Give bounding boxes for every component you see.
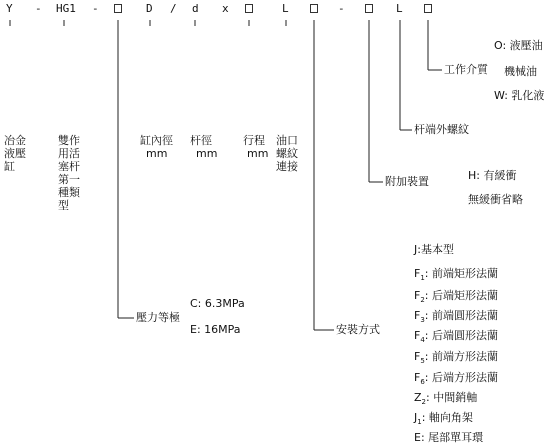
mounting-option-f1: $F_1$: 前端矩形法蘭: [414, 267, 498, 283]
mounting-option-f4: $F_4$: 后端圓形法蘭: [414, 329, 498, 345]
code-segment-l2: L: [396, 2, 403, 15]
label-rod-end-external-thread: 杆端外螺紋: [414, 123, 469, 136]
code-segment-rod: d: [192, 2, 199, 15]
code-separator-x: x: [222, 2, 229, 15]
label-stroke: 行程 mm: [243, 134, 269, 160]
code-separator: -: [92, 2, 99, 15]
mounting-option-f2: $F_2$: 后端矩形法蘭: [414, 289, 498, 305]
code-segment-y: Y: [6, 2, 13, 15]
label-rod-diameter: 杆徑 mm: [190, 134, 218, 160]
label-auxiliary-device: 附加裝置: [385, 175, 429, 188]
pressure-option-e: E: 16MPa: [190, 323, 241, 336]
mounting-option-j: J:基本型: [414, 243, 454, 256]
mounting-option-z: $Z_2$: 中間銷軸: [414, 391, 478, 407]
code-separator: -: [35, 2, 42, 15]
placeholder-box-auxiliary: [365, 4, 373, 13]
label-bore-diameter: 缸內徑 mm: [140, 134, 173, 160]
medium-option-0: O: 液壓油: [494, 39, 543, 52]
mounting-option-j1: $J_1$: 軸向角架: [414, 411, 473, 427]
placeholder-box-pressure: [114, 4, 122, 13]
pressure-option-c: C: 6.3MPa: [190, 297, 245, 310]
code-separator: -: [338, 2, 345, 15]
label-double-acting-type: 雙作 用活 塞杆 第一 種類 型: [58, 134, 80, 212]
mounting-option-f6: $F_6$: 后端方形法蘭: [414, 371, 498, 387]
code-segment-hg1: HG1: [56, 2, 76, 15]
code-segment-l: L: [282, 2, 289, 15]
placeholder-box-stroke: [245, 4, 253, 13]
auxiliary-option-none: 無緩衝省略: [468, 193, 523, 206]
medium-option-w: W: 乳化液: [494, 89, 545, 102]
mounting-option-f5: $F_5$: 前端方形法蘭: [414, 350, 498, 366]
label-oil-port-thread: 油口 螺紋 連接: [276, 134, 298, 173]
label-mounting-method: 安裝方式: [336, 323, 380, 336]
code-separator-slash: /: [170, 2, 177, 15]
code-segment-d: D: [146, 2, 153, 15]
mounting-option-f3: $F_3$: 前端圓形法蘭: [414, 309, 498, 325]
label-working-medium: 工作介質: [444, 63, 488, 76]
label-metallurgical-cylinder: 冶金 液壓 缸: [4, 134, 26, 173]
placeholder-box-medium: [424, 4, 432, 13]
auxiliary-option-h: H: 有緩衝: [468, 169, 517, 182]
mounting-option-e: E: 尾部單耳環: [414, 431, 484, 444]
label-pressure-grade: 壓力等極: [136, 311, 180, 324]
placeholder-box-mounting: [310, 4, 318, 13]
medium-option-mechanical-oil: 機械油: [504, 65, 537, 78]
